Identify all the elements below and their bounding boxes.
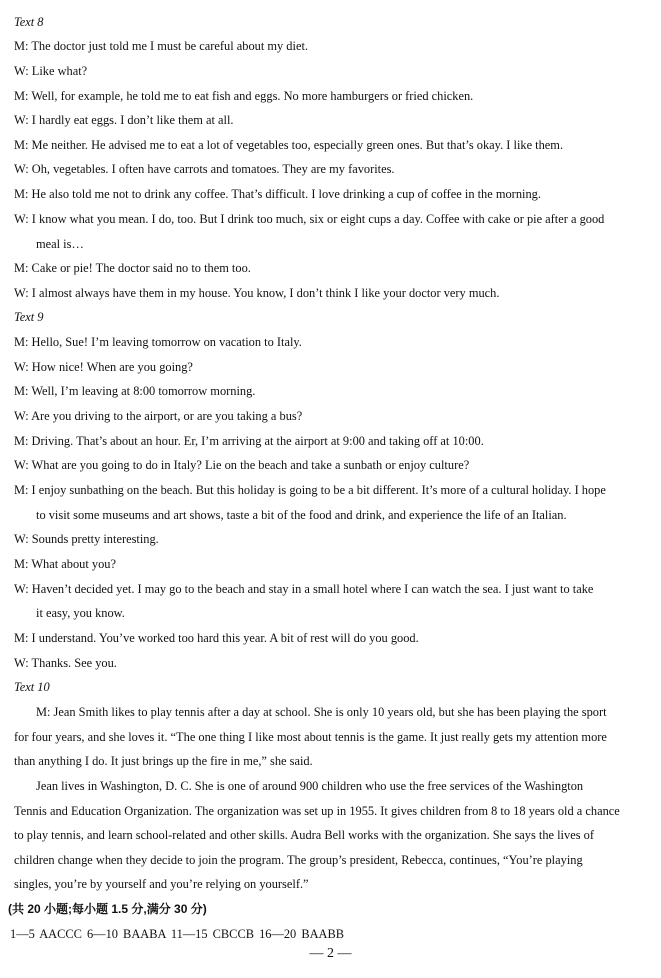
text9-line-9: W: Sounds pretty interesting. <box>14 532 159 546</box>
text8-line-7: M: He also told me not to drink any coffee. That’s difficult. I love drinking a cup of coffee in the morning. <box>14 187 541 201</box>
text8-heading: Text 8 <box>14 15 44 29</box>
text10-line-7: children change when they decide to join the program. The group’s president, Rebecca, continues, “You’re playing <box>14 853 583 867</box>
answer-key: 1—5 AACCC 6—10 BAABA 11—15 CBCCB 16—20 BAABB <box>10 927 345 941</box>
text10-line-8: singles, you’re by yourself and you’re relying on yourself.” <box>14 877 309 891</box>
text8-line-4: W: I hardly eat eggs. I don’t like them at all. <box>14 113 234 127</box>
text10-line-2: for four years, and she loves it. “The one thing I like most about tennis is the game. It just really gets my attention more <box>14 730 607 744</box>
text10-heading: Text 10 <box>14 680 50 694</box>
text9-line-8: to visit some museums and art shows, taste a bit of the food and drink, and experience the life of an Italian. <box>36 508 567 522</box>
text8-line-2: W: Like what? <box>14 64 88 78</box>
text8-line-9: meal is… <box>36 237 84 251</box>
text9-line-5: M: Driving. That’s about an hour. Er, I’m arriving at the airport at 9:00 and taking off at 10:00. <box>14 434 484 448</box>
text10-line-1: M: Jean Smith likes to play tennis after a day at school. She is only 10 years old, but she has been playing the sport <box>36 705 607 719</box>
text9-line-7: M: I enjoy sunbathing on the beach. But this holiday is going to be a bit different. It’s more of a cultural holiday. I hope <box>14 483 606 497</box>
text9-line-14: W: Thanks. See you. <box>14 656 117 670</box>
text8-line-5: M: Me neither. He advised me to eat a lot of vegetables too, especially green ones. But that’s okay. I like them. <box>14 138 564 152</box>
text10-line-6: to play tennis, and learn school-related and other skills. Audra Bell works with the organization. She says the lives of <box>14 828 594 842</box>
text10-line-4: Jean lives in Washington, D. C. She is one of around 900 children who use the free services of the Washington <box>36 779 584 793</box>
text8-line-8: W: I know what you mean. I do, too. But I drink too much, six or eight cups a day. Coffee with cake or pie after a good <box>14 212 605 226</box>
text8-line-10: M: Cake or pie! The doctor said no to them too. <box>14 261 251 275</box>
text9-line-12: it easy, you know. <box>36 606 125 620</box>
scoring-note: (共 20 小题;每小题 1.5 分,满分 30 分) <box>8 902 207 916</box>
text9-line-1: M: Hello, Sue! I’m leaving tomorrow on vacation to Italy. <box>14 335 302 349</box>
page-number: — 2 — <box>309 946 352 961</box>
text9-line-6: W: What are you going to do in Italy? Lie on the beach and take a sunbath or enjoy culture? <box>14 458 470 472</box>
text10-line-5: Tennis and Education Organization. The organization was set up in 1955. It gives children from 8 to 18 years old a chance <box>14 804 620 818</box>
text9-line-13: M: I understand. You’ve worked too hard this year. A bit of rest will do you good. <box>14 631 419 645</box>
text10-line-3: than anything I do. It just brings up the fire in me,” she said. <box>14 754 313 768</box>
text8-line-3: M: Well, for example, he told me to eat fish and eggs. No more hamburgers or fried chicken. <box>14 89 474 103</box>
text8-line-11: W: I almost always have them in my house. You know, I don’t think I like your doctor very much. <box>14 286 500 300</box>
text9-heading: Text 9 <box>14 310 44 324</box>
text8-line-1: M: The doctor just told me I must be careful about my diet. <box>14 39 308 53</box>
text8-line-6: W: Oh, vegetables. I often have carrots and tomatoes. They are my favorites. <box>14 162 395 176</box>
text9-line-4: W: Are you driving to the airport, or are you taking a bus? <box>14 409 303 423</box>
text9-line-3: M: Well, I’m leaving at 8:00 tomorrow morning. <box>14 384 256 398</box>
text9-line-2: W: How nice! When are you going? <box>14 360 193 374</box>
text9-line-10: M: What about you? <box>14 557 116 571</box>
text9-line-11: W: Haven’t decided yet. I may go to the beach and stay in a small hotel where I can watch the sea. I just want to take <box>14 582 594 596</box>
